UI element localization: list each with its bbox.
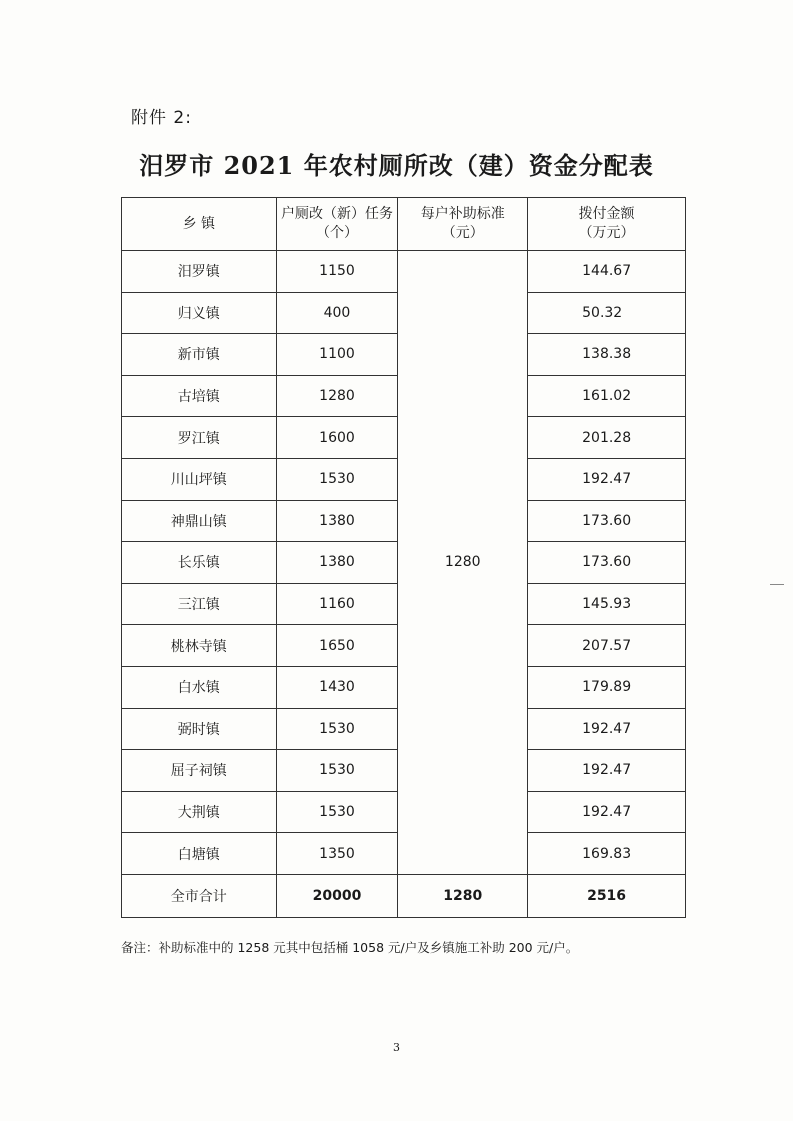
task-cell: 1600 [276, 417, 398, 459]
page-number: 3 [393, 1041, 400, 1054]
allocation-table [121, 197, 686, 918]
amount-cell: 169.83 [528, 833, 686, 875]
town-cell: 白塘镇 [122, 833, 277, 875]
amount-cell: 179.89 [528, 666, 686, 708]
amount-cell: 173.60 [528, 500, 686, 542]
task-cell: 1380 [276, 500, 398, 542]
amount-cell: 207.57 [528, 625, 686, 667]
attachment-label: 附件 2: [131, 108, 192, 128]
amount-cell: 144.67 [528, 251, 686, 293]
task-cell: 400 [276, 292, 398, 334]
town-cell: 川山坪镇 [122, 458, 277, 500]
total-amount: 2516 [528, 874, 686, 917]
amount-cell: 161.02 [528, 375, 686, 417]
header-standard: 每户补助标准 （元） [398, 198, 528, 251]
town-cell: 罗江镇 [122, 417, 277, 459]
page-title: 汨罗市 2021 年农村厕所改（建）资金分配表 [139, 151, 654, 180]
task-cell: 1530 [276, 791, 398, 833]
total-label: 全市合计 [122, 874, 277, 917]
task-cell: 1430 [276, 666, 398, 708]
amount-cell: 138.38 [528, 334, 686, 376]
task-cell: 1530 [276, 708, 398, 750]
town-cell: 白水镇 [122, 666, 277, 708]
standard-cell: 1280 [398, 251, 528, 875]
task-cell: 1100 [276, 334, 398, 376]
amount-cell: 192.47 [528, 791, 686, 833]
town-cell: 长乐镇 [122, 542, 277, 584]
header-amount: 拨付金额 （万元） [528, 198, 686, 251]
total-task: 20000 [276, 874, 398, 917]
amount-cell: 50.32 [528, 292, 686, 334]
task-cell: 1150 [276, 251, 398, 293]
task-cell: 1530 [276, 458, 398, 500]
town-cell: 神鼎山镇 [122, 500, 277, 542]
table-row [122, 251, 686, 293]
total-row [122, 874, 686, 917]
task-cell: 1530 [276, 750, 398, 792]
footnote: 备注：补助标准中的 1258 元其中包括桶 1058 元/户及乡镇施工补助 200 元/户。 [121, 940, 579, 955]
task-cell: 1380 [276, 542, 398, 584]
scan-mark [770, 584, 784, 585]
amount-cell: 192.47 [528, 708, 686, 750]
town-cell: 大荆镇 [122, 791, 277, 833]
town-cell: 新市镇 [122, 334, 277, 376]
town-cell: 弼时镇 [122, 708, 277, 750]
town-cell: 归义镇 [122, 292, 277, 334]
table-header-row [122, 198, 686, 251]
amount-cell: 192.47 [528, 750, 686, 792]
header-task: 户厕改（新）任务 （个） [276, 198, 398, 251]
town-cell: 三江镇 [122, 583, 277, 625]
town-cell: 古培镇 [122, 375, 277, 417]
task-cell: 1160 [276, 583, 398, 625]
task-cell: 1280 [276, 375, 398, 417]
amount-cell: 201.28 [528, 417, 686, 459]
header-town: 乡 镇 [122, 198, 277, 251]
amount-cell: 173.60 [528, 542, 686, 584]
amount-cell: 192.47 [528, 458, 686, 500]
town-cell: 桃林寺镇 [122, 625, 277, 667]
amount-cell: 145.93 [528, 583, 686, 625]
total-standard: 1280 [398, 874, 528, 917]
town-cell: 汨罗镇 [122, 251, 277, 293]
task-cell: 1350 [276, 833, 398, 875]
task-cell: 1650 [276, 625, 398, 667]
town-cell: 屈子祠镇 [122, 750, 277, 792]
